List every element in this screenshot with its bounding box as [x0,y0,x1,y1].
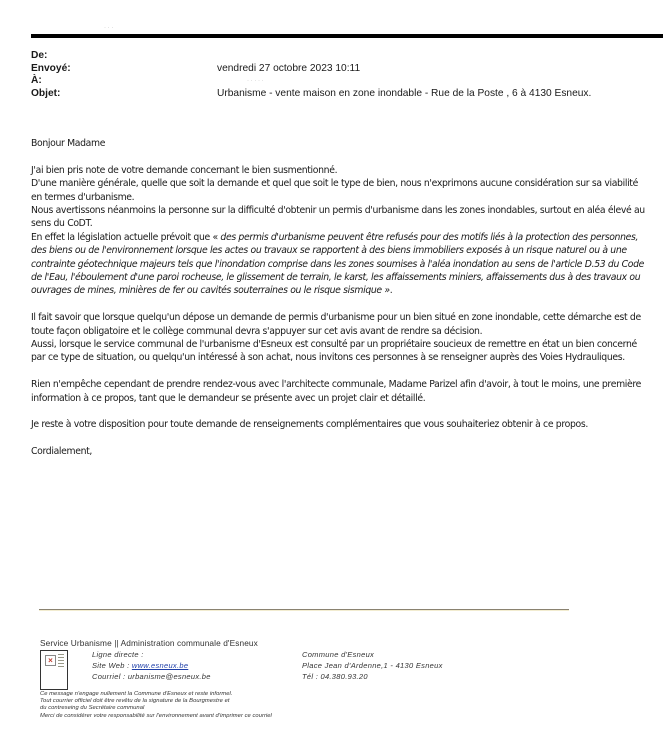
to-row [31,75,663,88]
signature-divider [39,609,569,610]
disclaimer [40,691,480,720]
postal-address: Place Jean d'Ardenne,1 - 4130 Esneux [302,661,443,670]
sent-value: vendredi 27 octobre 2023 10:11 [217,62,361,74]
redacted-sender-hint: · · · [104,25,114,31]
email-label: Courriel : [92,672,128,681]
to-value: · · · · · [247,78,264,84]
signature-block [40,649,480,689]
disclaimer-line: Merci de considérer votre responsabilité sur l'environnement avant d'imprimer ce courriel [40,712,272,719]
broken-image-logo [40,650,68,690]
to-label: À: [31,75,42,86]
direct-line: Ligne directe : [92,650,144,659]
website-row [92,660,211,671]
disclaimer-line: Ce message n'engage nullement la Commune d'Esneux et reste informel. [40,691,233,697]
signature-contact [92,649,211,682]
email-body [31,137,646,459]
org-name: Commune d'Esneux [302,650,375,659]
paragraph-architect: Rien n'empêche cependant de prendre rendez-vous avec l'architecte communale, Madame Parizel afin d'avoir, à tout le moins, une première information à ce propos, tant que le demandeur se présente avec un projet clair et détaillé. [31,379,642,404]
website-label: Site Web : [92,661,132,670]
header-rule [31,34,663,38]
from-label: De: [31,50,48,61]
subject-label: Objet: [31,87,61,99]
signature-address [302,649,443,682]
sent-row [31,63,663,76]
subject-row [31,88,663,101]
phone-number: Tél : 04.380.93.20 [302,672,368,681]
broken-image-icon: × [45,655,56,666]
sent-label: Envoyé: [31,62,71,74]
from-row [31,50,663,63]
signature-title: Service Urbanisme || Administration communale d'Esneux [40,638,258,648]
paragraph-legislation [31,231,646,298]
paragraph-warning: Nous avertissons néanmoins la personne sur la difficulté d'obtenir un permis d'urbanisme dans les zones inondables, surtout en aléa élevé au sens du CoDT. [31,205,645,230]
subject-value: Urbanisme - vente maison en zone inondable - Rue de la Poste , 6 à 4130 Esneux. [217,87,592,99]
email-address[interactable]: urbanisme@esneux.be [127,672,211,681]
email-header [31,50,663,100]
paragraph-voies-hydrauliques: Aussi, lorsque le service communal de l'urbanisme d'Esneux est consulté par un propriétaire soucieux de remettre en état un bien concerné par ce type de situation, ou quelqu'un intéressé à son achat, nous invitons ces personnes à se renseigner auprès des Voies Hydrauliques. [31,339,637,364]
legislation-quote: des permis d'urbanisme peuvent être refusés pour des motifs liés à la protection des personnes, des biens ou de l'environnement lorsque les actes ou travaux se rapportent à des biens immobiliers exposés à un risque naturel ou à une contrainte géotechnique majeurs tels que l'inondation comprise dans les zones soumises à l'aléa inondation au sens de l'article D.53 du Code de l'Eau, l'éboulement d'une paroi rocheuse, le glissement de terrain, le karst, les affaissements miniers, affaissements dus à des travaux ou ouvrages de mines, minières de fer ou cavités souterraines ou le risque sismique » [31,231,645,297]
logo-text-lines [58,654,64,669]
closing: Cordialement, [31,446,93,458]
signature [40,638,480,720]
legislation-intro: En effet la législation actuelle prévoit que « [31,231,221,243]
paragraph-general: D'une manière générale, quelle que soit la demande et quel que soit le type de bien, nous n'exprimons aucune considération sur sa viabilité en termes d'urbanisme. [31,178,638,203]
legislation-end: . [389,285,393,297]
disclaimer-line: Tout courrier officiel doit être revêtu de la signature de la Bourgmestre et [40,698,230,705]
website-link[interactable]: www.esneux.be [131,661,189,670]
paragraph-availability: Je reste à votre disposition pour toute demande de renseignements complémentaires que vous souhaiteriez obtenir à ce propos. [31,419,588,431]
greeting: Bonjour Madame [31,138,106,149]
disclaimer-line: du contreseing du Secrétaire communal [40,705,145,712]
paragraph-procedure: Il fait savoir que lorsque quelqu'un dépose un demande de permis d'urbanisme pour un bien situé en zone inondable, cette démarche est de toute façon obligatoire et le collège communal devra s'appuyer sur cet avis avant de rendre sa décision. [31,312,641,337]
email-row [92,671,211,682]
paragraph-ack: J'ai bien pris note de votre demande concernant le bien susmentionné. [31,164,338,176]
